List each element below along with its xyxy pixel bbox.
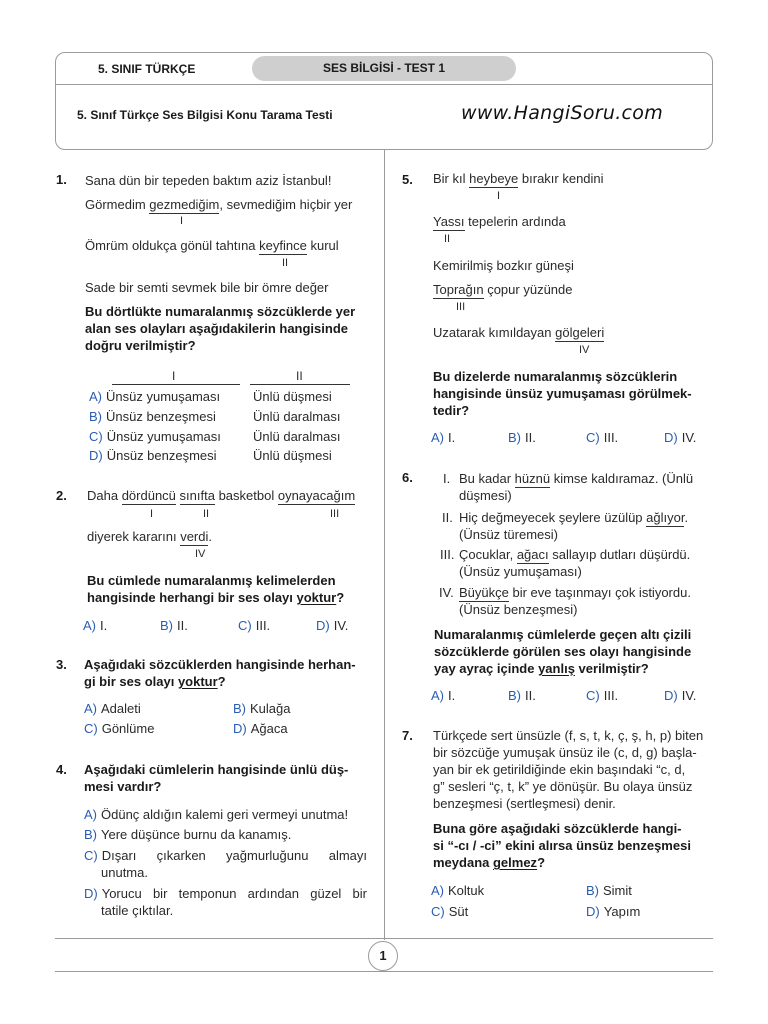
answer-option-c[interactable]: C) Ünsüz yumuşaması: [89, 429, 221, 444]
numeral-mark: I: [150, 508, 154, 520]
poem-line: Kemirilmiş bozkır güneşi: [433, 258, 574, 273]
statement-line: (Ünsüz yumuşaması): [459, 564, 582, 579]
underlined-word: keyfince: [259, 238, 307, 253]
footer-line: [55, 938, 713, 939]
body-line: g” sesleri “ç, t, k” ye dönüşür. Bu olaya ünsüz: [433, 779, 693, 794]
question-stem: yay ayraç içinde yanlış verilmiştir?: [434, 661, 649, 676]
answer-option-a[interactable]: A) I.: [431, 430, 456, 445]
statement-line: Hiç değmeyecek şeylere üzülüp ağlıyor.: [459, 510, 689, 525]
answer-option-d[interactable]: D) IV.: [664, 430, 697, 445]
question-stem: Buna göre aşağıdaki sözcüklerde hangi-: [433, 821, 682, 836]
poem-line: Ömrüm oldukça gönül tahtına keyfince kurul: [85, 238, 339, 253]
answer-option-b[interactable]: B) II.: [160, 618, 188, 633]
numeral-mark: II: [282, 257, 289, 269]
site-logo: www.HangiSoru.com: [461, 102, 664, 124]
answer-option-a[interactable]: A) I.: [431, 688, 456, 703]
numeral-mark: I: [497, 190, 501, 202]
statement-line: (Ünsüz benzeşmesi): [459, 602, 578, 617]
numeral-mark: II: [203, 508, 210, 520]
poem-line: Sana dün bir tepeden baktım aziz İstanbul!: [85, 173, 332, 188]
underlined-word: gölgeleri: [555, 325, 605, 340]
test-subtitle: 5. Sınıf Türkçe Ses Bilgisi Konu Tarama Testi: [77, 108, 333, 122]
underlined-word: Toprağın: [433, 282, 484, 297]
underlined-word: dördüncü: [121, 488, 176, 503]
column-rule: [250, 384, 350, 385]
answer-option-b-col2: Ünlü daralması: [253, 409, 341, 424]
roman-label: II.: [442, 510, 453, 525]
statement-line: Çocuklar, ağacı sallayıp dutları düşürdü.: [459, 547, 691, 562]
question-stem: tedir?: [433, 403, 470, 418]
column-header: I: [172, 369, 176, 383]
question-stem: Aşağıdaki cümlelerin hangisinde ünlü düş-: [84, 762, 349, 777]
answer-option-d-cont: tatile çıktılar.: [101, 903, 174, 918]
body-line: yan bir ek getirildiğinde ekin başındaki “c, d,: [433, 762, 686, 777]
question-stem: Bu cümlede numaralanmış kelimelerden: [87, 573, 336, 588]
question-stem: Numaralanmış cümlelerde geçen altı çizili: [434, 627, 692, 642]
question-number: 5.: [402, 172, 413, 187]
answer-option-c[interactable]: C) III.: [238, 618, 271, 633]
answer-option-c[interactable]: C) Gönlüme: [84, 721, 155, 736]
answer-option-a[interactable]: A) I.: [83, 618, 108, 633]
question-stem: hangisinde herhangi bir ses olayı yoktur?: [87, 590, 345, 605]
answer-option-d[interactable]: D) Yapım: [586, 904, 641, 919]
sentence-line: diyerek kararını verdi.: [87, 529, 213, 544]
answer-option-c[interactable]: C) Süt: [431, 904, 469, 919]
underlined-word: sınıfta: [179, 488, 215, 503]
poem-line: Bir kıl heybeye bırakır kendini: [433, 171, 604, 186]
answer-option-c-cont: unutma.: [101, 865, 148, 880]
column-header: II: [296, 369, 303, 383]
answer-option-d[interactable]: D) IV.: [664, 688, 697, 703]
question-stem: Aşağıdaki sözcüklerden hangisinde herhan-: [84, 657, 356, 672]
answer-option-c[interactable]: C) III.: [586, 430, 619, 445]
header-divider: [55, 84, 713, 85]
answer-option-c[interactable]: C) III.: [586, 688, 619, 703]
underlined-word: gezmediğim: [149, 197, 220, 212]
question-number: 4.: [56, 762, 67, 777]
answer-option-a-col2: Ünlü düşmesi: [253, 389, 332, 404]
test-title: SES BİLGİSİ - TEST 1: [252, 56, 516, 81]
question-stem: mesi vardır?: [84, 779, 162, 794]
question-stem: gi bir ses olayı yoktur?: [84, 674, 226, 689]
body-line: Türkçede sert ünsüzle (f, s, t, k, ç, ş, h, p) biten: [433, 728, 704, 743]
numeral-mark: IV: [195, 548, 206, 560]
underlined-word: oynayacağım: [277, 488, 356, 503]
answer-option-d[interactable]: D) IV.: [316, 618, 349, 633]
answer-option-a[interactable]: A) Ünsüz yumuşaması: [89, 389, 221, 404]
question-number: 6.: [402, 470, 413, 485]
poem-line: Uzatarak kımıldayan gölgeleri: [433, 325, 605, 340]
statement-line: Bu kadar hüznü kimse kaldıramaz. (Ünlü: [459, 471, 694, 486]
answer-option-b[interactable]: B) Ünsüz benzeşmesi: [89, 409, 216, 424]
underlined-word: Yassı: [433, 214, 465, 229]
page-number: 1: [368, 941, 398, 971]
answer-option-c[interactable]: C) Dışarı çıkarken yağmurluğunu almayı: [84, 848, 367, 863]
question-stem: hangisinde ünsüz yumuşaması görülmek-: [433, 386, 692, 401]
statement-line: Büyükçe bir eve taşınmayı çok istiyordu.: [459, 585, 691, 600]
question-stem: Bu dizelerde numaralanmış sözcüklerin: [433, 369, 678, 384]
answer-option-d[interactable]: D) Ağaca: [233, 721, 288, 736]
numeral-mark: III: [330, 508, 340, 520]
underlined-word: ağlıyor: [646, 510, 685, 525]
answer-option-d-col2: Ünlü düşmesi: [253, 448, 332, 463]
body-line: bir sözcüğe yumuşak ünsüz ile (c, d, g) başla-: [433, 745, 697, 760]
answer-option-d[interactable]: D) Yorucu bir temponun ardından güzel bir: [84, 886, 367, 901]
question-number: 2.: [56, 488, 67, 503]
footer-line: [55, 971, 713, 972]
poem-line: Yassı tepelerin ardında: [433, 214, 566, 229]
answer-option-d[interactable]: D) Ünsüz benzeşmesi: [89, 448, 217, 463]
sentence-line: Daha dördüncü sınıfta basketbol oynayacağım: [87, 488, 356, 503]
answer-option-a[interactable]: A) Adaleti: [84, 701, 141, 716]
roman-label: III.: [440, 547, 455, 562]
underlined-word: heybeye: [469, 171, 519, 186]
grade-label: 5. SINIF TÜRKÇE: [98, 62, 196, 76]
underlined-word: verdi: [180, 529, 209, 544]
question-stem: sözcüklerde görülen ses olayı hangisinde: [434, 644, 692, 659]
poem-line: Sade bir semti sevmek bile bir ömre değer: [85, 280, 329, 295]
answer-option-c-col2: Ünlü daralması: [253, 429, 341, 444]
roman-label: IV.: [439, 585, 454, 600]
answer-option-b[interactable]: B) Simit: [586, 883, 632, 898]
question-number: 1.: [56, 172, 67, 187]
question-number: 3.: [56, 657, 67, 672]
question-stem: doğru verilmiştir?: [85, 338, 196, 353]
question-stem: Bu dörtlükte numaralanmış sözcüklerde yer: [85, 304, 356, 319]
answer-option-b[interactable]: B) Yere düşünce burnu da kanamış.: [84, 827, 292, 842]
column-rule: [112, 384, 240, 385]
question-stem: meydana gelmez?: [433, 855, 546, 870]
poem-line: Toprağın çopur yüzünde: [433, 282, 573, 297]
column-divider: [384, 150, 385, 940]
underlined-word: Büyükçe: [459, 585, 509, 600]
numeral-mark: I: [180, 215, 184, 227]
answer-option-b[interactable]: B) Kulağa: [233, 701, 291, 716]
answer-option-a[interactable]: A) Ödünç aldığın kalemi geri vermeyi unutma!: [84, 807, 349, 822]
answer-option-a[interactable]: A) Koltuk: [431, 883, 485, 898]
answer-option-b[interactable]: B) II.: [508, 430, 536, 445]
statement-line: (Ünsüz türemesi): [459, 527, 558, 542]
numeral-mark: III: [456, 301, 466, 313]
roman-label: I.: [443, 471, 451, 486]
underlined-word: ağacı: [516, 547, 549, 562]
question-stem: si “-cı / -ci” ekini alırsa ünsüz benzeşmesi: [433, 838, 691, 853]
numeral-mark: IV: [579, 344, 590, 356]
poem-line: Görmedim gezmediğim, sevmediğim hiçbir yer: [85, 197, 353, 212]
numeral-mark: II: [444, 233, 451, 245]
statement-line: düşmesi): [459, 488, 512, 503]
question-number: 7.: [402, 728, 413, 743]
answer-option-b[interactable]: B) II.: [508, 688, 536, 703]
body-line: benzeşmesi (sertleşmesi) denir.: [433, 796, 616, 811]
underlined-word: hüznü: [514, 471, 551, 486]
question-stem: alan ses olayları aşağıdakilerin hangisinde: [85, 321, 349, 336]
